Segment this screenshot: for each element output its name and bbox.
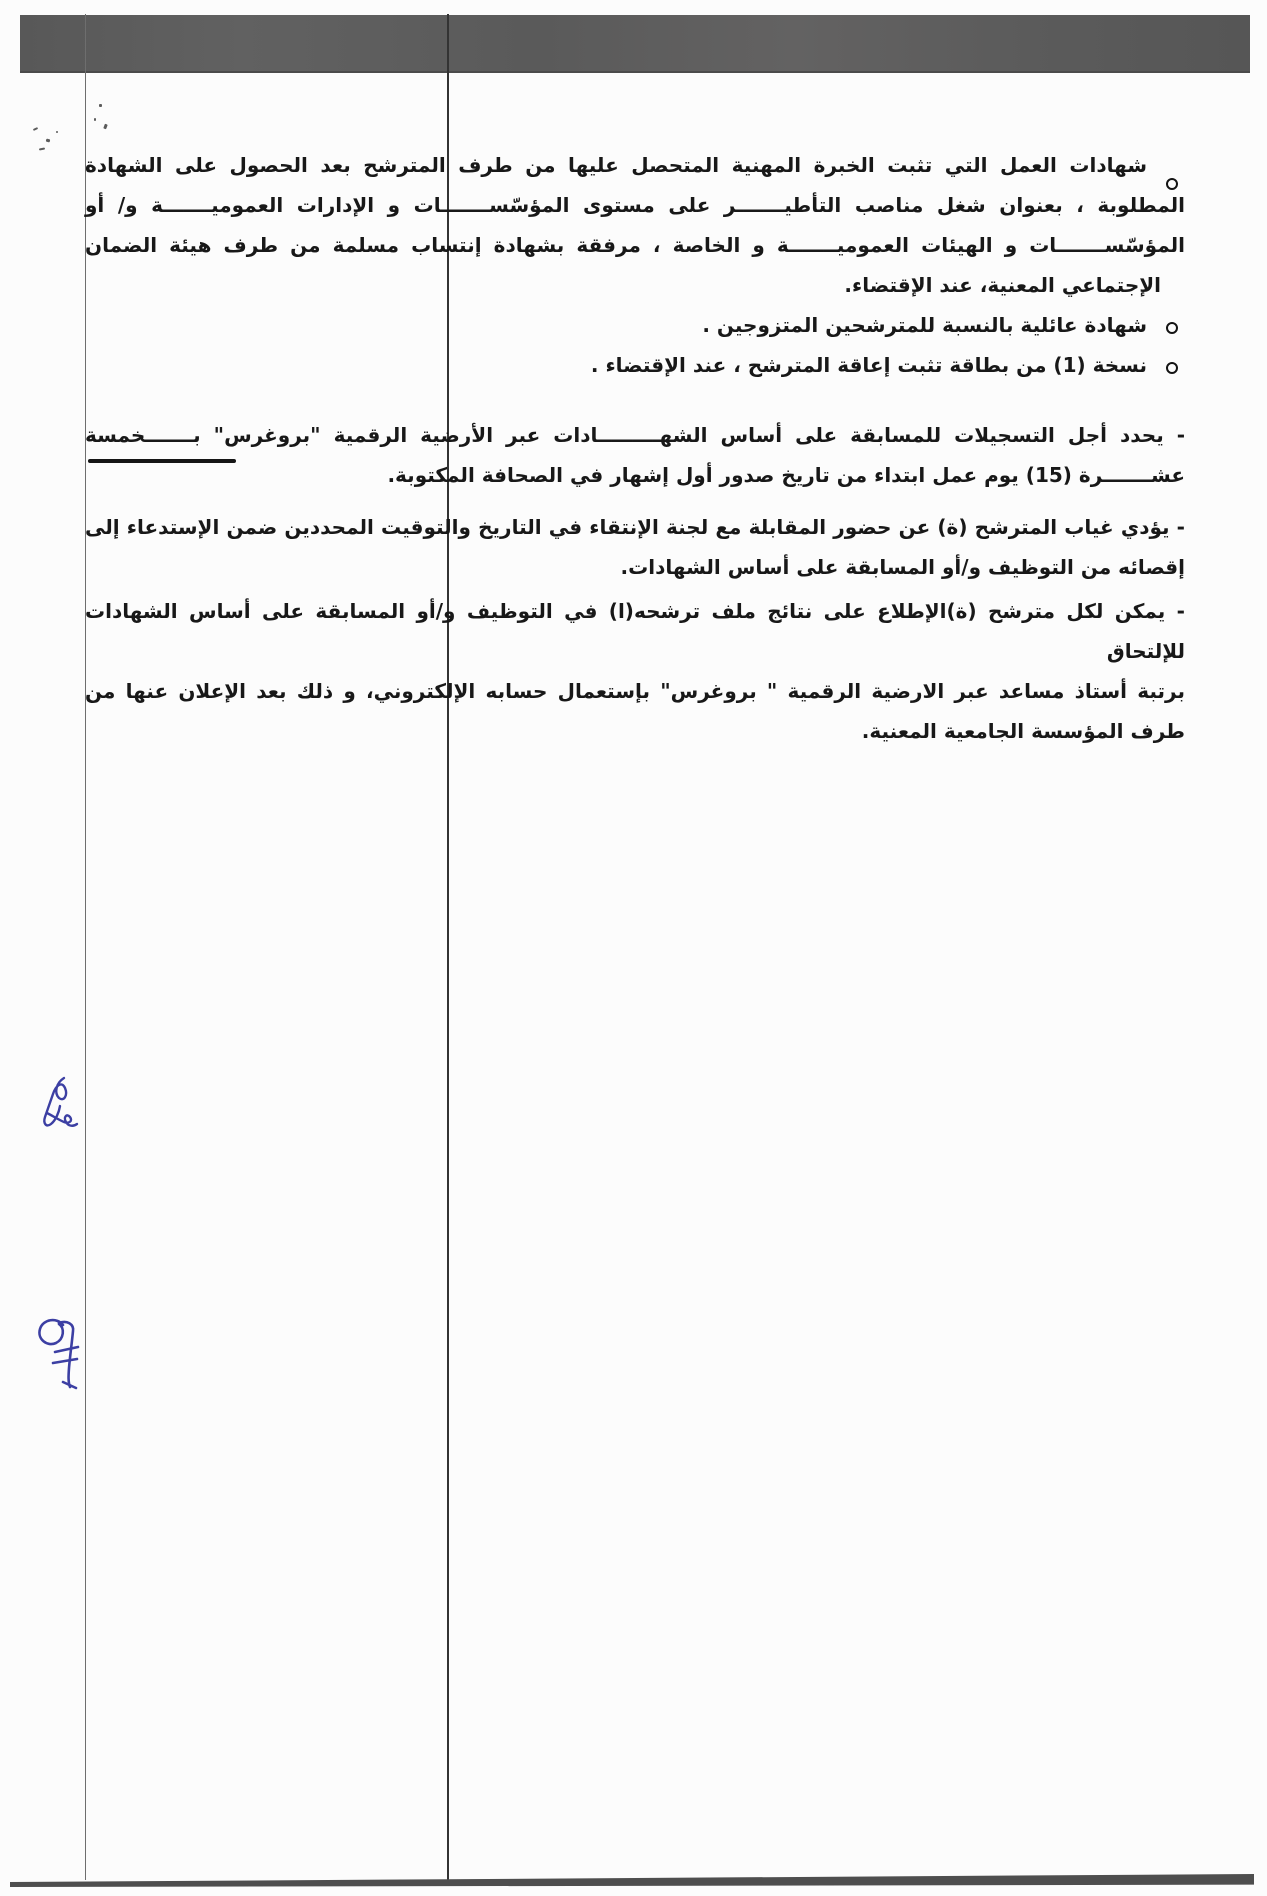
handwritten-mark-lower: [29, 1314, 81, 1394]
paragraph-line: - يحدد أجل التسجيلات للمسابقة على أساس الشهـــــــــادات عبر الأرضية الرقمية "بروغرس" بـــــــخمسة: [85, 423, 1185, 447]
bullet-item-line: نسخة (1) من بطاقة تثبت إعاقة المترشح ، عند الإقتضاء .: [590, 353, 1147, 377]
ink-speck: [94, 118, 96, 121]
scan-streak-artifact: [88, 459, 236, 463]
paragraph-line: برتبة أستاذ مساعد عبر الارضية الرقمية " بروغرس" بإستعمال حسابه الإلكتروني، و ذلك بعد الإعلان عنها من: [85, 679, 1185, 703]
spacer: [85, 385, 1185, 415]
scan-bottom-bar: [10, 1874, 1254, 1887]
bullet-item-line: المطلوبة ، بعنوان شغل مناصب التأطيـــــــر على مستوى المؤسّســـــــات و الإدارات العموميـــــــة و/ أو: [85, 193, 1185, 217]
spacer: [85, 495, 1185, 507]
bullet-item-line: شهادة عائلية بالنسبة للمترشحين المتزوجين .: [702, 313, 1147, 337]
paragraph-line: - يمكن لكل مترشح (ة)الإطلاع على نتائج ملف ترشحه(ا) في التوظيف و/أو المسابقة على أساس الشهادات للإلتحاق: [85, 599, 1185, 663]
paragraph-line: - يؤدي غياب المترشح (ة) عن حضور المقابلة مع لجنة الإنتقاء في التاريخ والتوقيت المحددين ضمن الإستدعاء إلى: [85, 515, 1185, 539]
handwritten-mark-upper: [33, 1072, 81, 1138]
bullet-item-line: الإجتماعي المعنية، عند الإقتضاء.: [844, 273, 1161, 297]
ink-speck: [103, 124, 108, 130]
ink-speck: [39, 147, 45, 150]
bullet-item-line: المؤسّســـــــات و الهيئات العموميـــــــة و الخاصة ، مرفقة بشهادة إنتساب مسلمة من طرف هيئة الضمان: [85, 233, 1185, 257]
paragraph-line: عشـــــــرة (15) يوم عمل ابتداء من تاريخ صدور أول إشهار في الصحافة المكتوبة.: [387, 463, 1185, 487]
bullet-circle-icon: [1166, 178, 1178, 190]
bullet-circle-icon: [1166, 322, 1178, 334]
ink-speck: [33, 127, 38, 131]
paragraph-line: طرف المؤسسة الجامعية المعنية.: [861, 719, 1185, 743]
ink-speck: [56, 131, 58, 133]
paragraph-line: إقصائه من التوظيف و/أو المسابقة على أساس الشهادات.: [620, 555, 1185, 579]
ink-speck: [99, 104, 102, 107]
bullet-circle-icon: [1166, 362, 1178, 374]
bullet-item-line: شهادات العمل التي تثبت الخبرة المهنية المتحصل عليها من طرف المترشح بعد الحصول على الشهادة: [85, 153, 1147, 177]
document-text-block: [85, 145, 1185, 751]
ink-speck: [46, 139, 51, 143]
scan-top-bar: [20, 15, 1250, 73]
